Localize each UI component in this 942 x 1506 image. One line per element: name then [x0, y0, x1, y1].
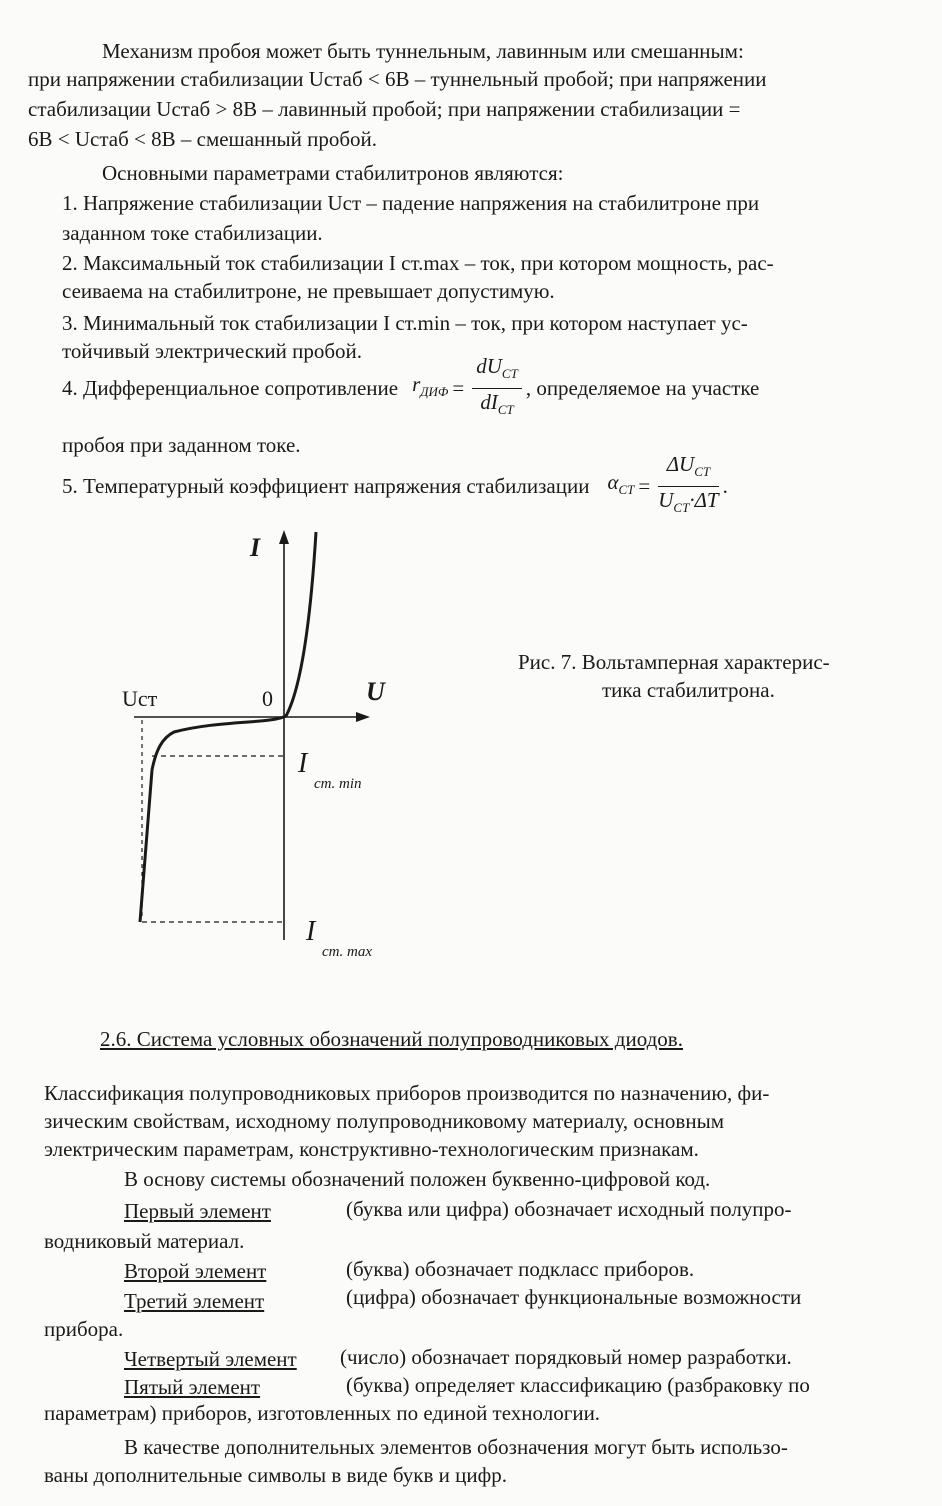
intro-line-1: Механизм пробоя может быть туннельным, лавинным или смешанным:	[102, 39, 744, 63]
element-5-name: Пятый элемент	[124, 1375, 261, 1399]
vac-chart	[100, 520, 420, 970]
class-line-3: электрическим параметрам, конструктивно-технологическим признакам.	[44, 1137, 699, 1161]
param-5-fraction: $\frac{\Delta U_{СТ}}{U_{СТ}\cdot\Delta T}$	[658, 452, 719, 515]
figure-caption-line-2: тика стабилитрона.	[602, 678, 775, 702]
uct-label: Uст	[122, 686, 158, 711]
param-4-lhs: $r_{ДИФ}$	[412, 371, 449, 400]
class-line-1: Классификация полупроводниковых приборов производится по назначению, фи-	[44, 1081, 770, 1105]
param-4-text-tail: , определяемое на участке	[525, 376, 760, 400]
axis-y-label: I	[250, 533, 261, 562]
param-5-end: .	[722, 474, 728, 498]
figure-caption-line-1: Рис. 7. Вольтамперная характерис-	[518, 650, 830, 674]
params-heading: Основными параметрами стабилитронов являются:	[102, 161, 564, 185]
final-line-1: В качестве дополнительных элементов обозначения могут быть использо-	[124, 1435, 788, 1459]
imax-label: I	[306, 916, 316, 947]
param-1-line-1: 1. Напряжение стабилизации Uст – падение напряжения на стабилитроне при	[62, 191, 760, 215]
code-basis-line: В основу системы обозначений положен буквенно-цифровой код.	[124, 1167, 711, 1191]
element-1-name: Первый элемент	[124, 1199, 271, 1223]
param-2-line-2: сеиваема на стабилитроне, не превышает допустимую.	[62, 279, 555, 303]
axis-x-label: U	[366, 677, 385, 706]
element-4-name: Четвертый элемент	[124, 1347, 297, 1371]
imax-sub: cm. max	[322, 944, 372, 960]
param-5-equals: =	[638, 474, 651, 498]
param-4-line-1	[62, 354, 760, 418]
param-4-text: 4. Дифференциальное сопротивление	[62, 376, 399, 400]
param-1-line-2: заданном токе стабилизации.	[62, 221, 323, 245]
class-line-2: зическим свойствам, исходному полупроводниковому материалу, основным	[44, 1109, 724, 1133]
vac-curve	[140, 532, 316, 922]
element-2-text: (буква) обозначает подкласс приборов.	[346, 1257, 695, 1281]
element-2-name: Второй элемент	[124, 1259, 267, 1283]
i-axis-arrow-icon	[279, 530, 289, 544]
element-1-cont: водниковый материал.	[44, 1229, 245, 1253]
param-3-line-1: 3. Минимальный ток стабилизации I ст.min – ток, при котором наступает ус-	[62, 311, 748, 335]
param-5-lhs: $\alpha_{СТ}$	[607, 469, 635, 498]
element-3-cont: прибора.	[44, 1317, 124, 1341]
imin-sub: cm. min	[314, 776, 362, 792]
param-5-line	[62, 452, 728, 516]
element-5-cont: параметрам) приборов, изготовленных по единой технологии.	[44, 1401, 601, 1425]
element-3-name: Третий элемент	[124, 1289, 265, 1313]
param-4-equals: =	[452, 376, 465, 400]
param-2-line-1: 2. Максимальный ток стабилизации I ст.max – ток, при котором мощность, рас-	[62, 251, 774, 275]
final-line-2: ваны дополнительные символы в виде букв и цифр.	[44, 1463, 507, 1487]
intro-line-4: 6В < Uстаб < 8В – смешанный пробой.	[28, 127, 378, 151]
element-3-text: (цифра) обозначает функциональные возможности	[346, 1285, 802, 1309]
section-title: 2.6. Система условных обозначений полупроводниковых диодов.	[100, 1027, 683, 1051]
intro-line-3: стабилизации Uстаб > 8В – лавинный пробой; при напряжении стабилизации =	[28, 97, 741, 121]
origin-label: 0	[262, 686, 273, 711]
element-5-text: (буква) определяет классификацию (разбраковку по	[346, 1373, 810, 1397]
u-axis-arrow-icon	[356, 712, 370, 722]
imin-label: I	[298, 748, 308, 779]
element-4-text: (число) обозначает порядковый номер разработки.	[340, 1345, 792, 1369]
param-4-fraction: $\frac{dU_{СТ}}{dI_{СТ}}$	[472, 353, 522, 422]
param-4-line-2: пробоя при заданном токе.	[62, 433, 301, 457]
element-1-text: (буква или цифра) обозначает исходный полупро-	[346, 1197, 792, 1221]
param-3-line-2: тойчивый электрический пробой.	[62, 339, 363, 363]
intro-line-2: при напряжении стабилизации Uстаб < 6В – туннельный пробой; при напряжении	[28, 67, 767, 91]
param-5-text: 5. Температурный коэффициент напряжения стабилизации	[62, 474, 590, 498]
